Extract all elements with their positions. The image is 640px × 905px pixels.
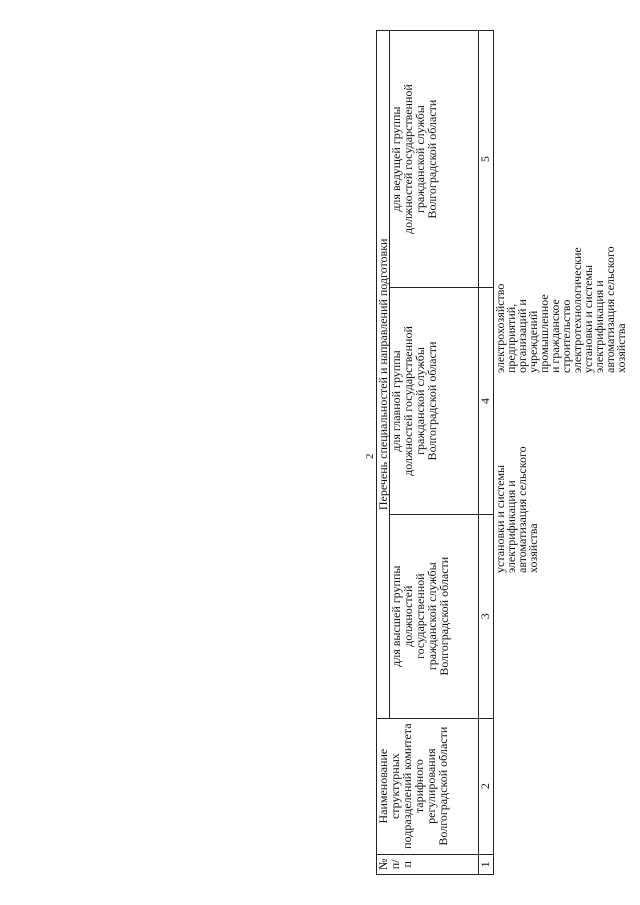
column-index: 2 <box>479 718 494 854</box>
header-number: № п/п <box>377 854 479 874</box>
specialty-line: строительство <box>559 299 573 373</box>
specialty-line: учреждений <box>526 310 540 373</box>
specialty-entry <box>539 146 572 373</box>
specialty-line: электрохозяйство <box>493 283 507 373</box>
column-index-row <box>479 31 494 875</box>
specialty-line: хозяйства <box>526 523 540 573</box>
main-group-specialties <box>495 373 539 573</box>
specialty-line: организаций и <box>515 299 529 373</box>
specialty-line: и гражданское <box>548 299 562 373</box>
specialty-line: электротехнологические <box>570 247 584 373</box>
specialty-line: автоматизация сельского <box>603 246 617 373</box>
specialty-entry <box>506 373 539 573</box>
column-index: 4 <box>479 288 494 515</box>
specialty-entry <box>572 146 594 373</box>
column-index: 5 <box>479 31 494 288</box>
specialty-line: электрификация и <box>592 280 606 373</box>
specialties-table <box>376 30 494 875</box>
specialty-line: электрификация и <box>504 480 518 573</box>
specialty-line: автоматизация сельского <box>515 446 529 573</box>
specialty-line: предприятий, <box>504 303 518 373</box>
specialty-entry <box>495 146 539 373</box>
header-main-group: для главной группы должностей государственной гражданской службы Волгоградской области <box>390 288 479 515</box>
specialty-line: промышленное <box>537 294 551 373</box>
leading-group-specialties <box>495 146 627 373</box>
specialty-entry <box>594 146 627 373</box>
header-highest-group: для высшей группы должностей государственной гражданской службы Волгоградской области <box>390 514 479 718</box>
column-index: 1 <box>479 854 494 874</box>
header-leading-group: для ведущей группы должностей государственной гражданской службы Волгоградской области <box>390 31 479 288</box>
header-specialties-list: Перечень специальностей и направлений подготовки <box>377 31 390 719</box>
column-index: 3 <box>479 514 494 718</box>
specialty-line: установки и системы <box>493 464 507 573</box>
specialty-line: установки и системы <box>581 264 595 373</box>
specialty-line: хозяйства <box>614 323 628 373</box>
header-subdivision-name: Наименование структурных подразделений комитета тарифного регулирования Волгоградской области <box>377 718 479 854</box>
page-number: 2 <box>364 453 376 459</box>
